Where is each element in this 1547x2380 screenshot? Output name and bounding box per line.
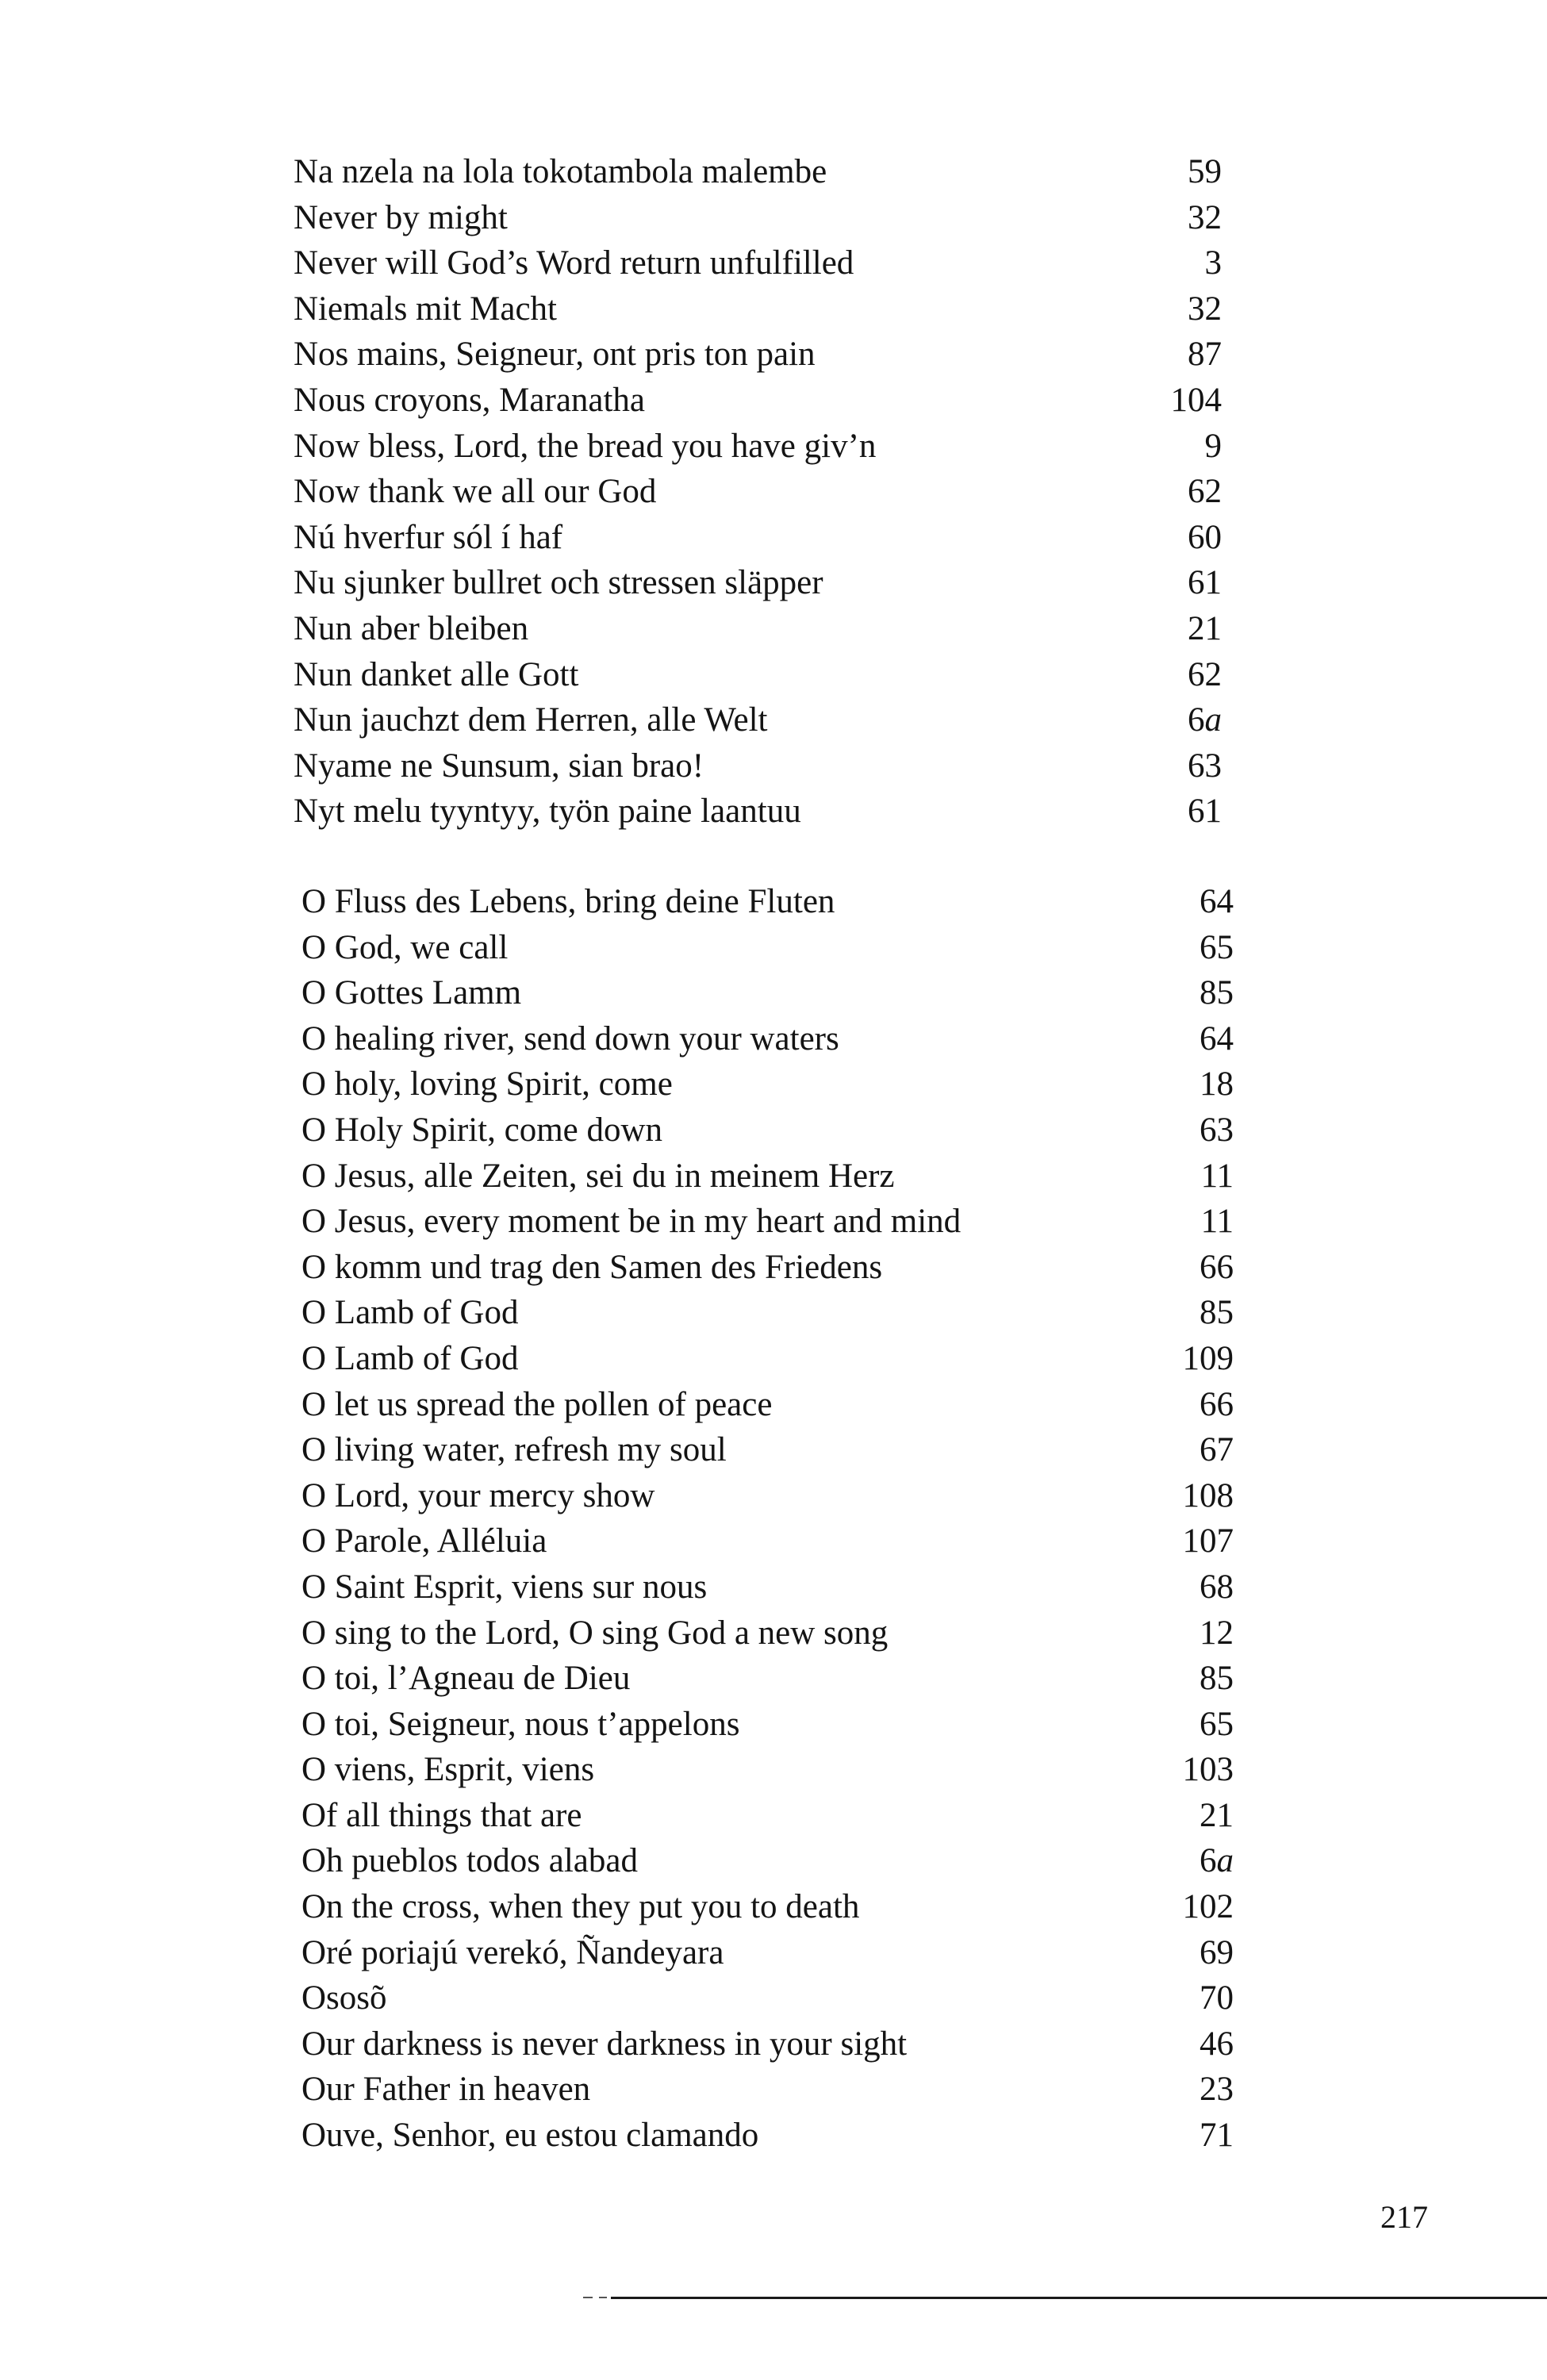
entry-number: [1138, 1747, 1234, 1793]
entry-title: Nu sjunker bullret och stressen släpper: [294, 564, 823, 602]
entry-number: [1138, 1702, 1234, 1748]
entry-number: [1138, 1016, 1234, 1062]
entry-number: [1138, 879, 1234, 925]
entry-number-value: 62: [1188, 655, 1222, 693]
index-entry: [301, 1702, 1234, 1748]
entry-number: [1087, 424, 1222, 470]
entry-number: [1087, 149, 1222, 195]
entry-title: O living water, refresh my soul: [301, 1431, 727, 1469]
entry-number-value: 109: [1182, 1339, 1234, 1377]
entry-title: O komm und trag den Samen des Friedens: [301, 1248, 883, 1286]
index-entry: [294, 469, 1222, 515]
index-entry: [301, 1154, 1234, 1200]
entry-number: [1138, 1610, 1234, 1656]
entry-title: O holy, loving Spirit, come: [301, 1065, 673, 1104]
index-entry: [301, 1427, 1234, 1473]
entry-number: [1138, 2021, 1234, 2067]
entry-title: Nous croyons, Maranatha: [294, 381, 646, 419]
index-entry: [294, 560, 1222, 606]
entry-number: [1138, 1061, 1234, 1107]
entry-number-value: 103: [1182, 1751, 1234, 1789]
entry-title: O Parole, Alléluia: [301, 1522, 547, 1560]
entry-number: [1138, 1564, 1234, 1610]
entry-number-value: 46: [1200, 2025, 1234, 2063]
entry-number: [1087, 332, 1222, 378]
index-entry: [294, 149, 1222, 195]
index-entry: [294, 697, 1222, 743]
index-entry: [294, 424, 1222, 470]
index-entry: [294, 378, 1222, 424]
entry-title: O healing river, send down your waters: [301, 1019, 839, 1058]
index-entry: [301, 1382, 1234, 1428]
entry-number-value: 102: [1182, 1888, 1234, 1926]
entry-title: Nyame ne Sunsum, sian brao!: [294, 747, 704, 785]
entry-number: [1138, 1107, 1234, 1154]
index-entry: [301, 1610, 1234, 1656]
entry-number-value: 59: [1188, 153, 1222, 190]
entry-number-value: 6: [1188, 701, 1205, 739]
entry-title: Now thank we all our God: [294, 473, 657, 511]
index-entry: [301, 1107, 1234, 1154]
entry-number-value: 64: [1200, 883, 1234, 920]
entry-number: [1138, 1838, 1234, 1884]
entry-title: Ososõ: [301, 1979, 387, 2017]
entry-number-value: 67: [1200, 1431, 1234, 1469]
entry-number-suffix: a: [1216, 1842, 1234, 1880]
entry-number-value: 85: [1200, 1294, 1234, 1332]
entry-number-value: 63: [1188, 747, 1222, 785]
entry-number-value: 107: [1182, 1522, 1234, 1560]
entry-number: [1087, 515, 1222, 561]
entry-title: Nú hverfur sól í haf: [294, 518, 563, 556]
entry-number-value: 6: [1200, 1842, 1217, 1880]
index-entry: [294, 332, 1222, 378]
entry-number: [1138, 1473, 1234, 1519]
entry-title: Nun jauchzt dem Herren, alle Welt: [294, 701, 768, 739]
entry-number-value: 66: [1200, 1248, 1234, 1286]
entry-number: [1138, 1884, 1234, 1930]
entry-number-value: 60: [1188, 518, 1222, 556]
index-entry: [301, 1061, 1234, 1107]
entry-title: Nun aber bleiben: [294, 609, 529, 647]
index-entry: [301, 1290, 1234, 1336]
entry-number: [1138, 1382, 1234, 1428]
entry-number-value: 23: [1200, 2071, 1234, 2109]
index-section-n: [294, 149, 1246, 835]
entry-title: Never by might: [294, 198, 508, 236]
entry-title: O let us spread the pollen of peace: [301, 1385, 773, 1423]
entry-number-value: 70: [1200, 1979, 1234, 2017]
page-number: 217: [1380, 2199, 1428, 2235]
entry-number: [1087, 743, 1222, 789]
entry-number: [1087, 378, 1222, 424]
entry-number-value: 85: [1200, 1660, 1234, 1698]
entry-number-value: 3: [1204, 244, 1222, 282]
entry-number-value: 32: [1188, 290, 1222, 328]
entry-number-value: 65: [1200, 928, 1234, 966]
entry-number: [1138, 1930, 1234, 1976]
entry-number-value: 69: [1200, 1933, 1234, 1971]
index-section-o: [301, 879, 1253, 2159]
index-entry: [301, 925, 1234, 971]
entry-number-value: 104: [1170, 381, 1222, 419]
entry-number-value: 21: [1188, 609, 1222, 647]
entry-title: O Gottes Lamm: [301, 974, 522, 1012]
entry-title: Oh pueblos todos alabad: [301, 1842, 638, 1880]
index-entry: [301, 1884, 1234, 1930]
entry-title: O toi, l’Agneau de Dieu: [301, 1660, 631, 1698]
entry-number: [1138, 1336, 1234, 1382]
index-entry: [301, 1518, 1234, 1564]
entry-number-value: 11: [1200, 1203, 1234, 1241]
entry-title: Of all things that are: [301, 1796, 582, 1834]
index-entry: [294, 743, 1222, 789]
index-entry: [294, 515, 1222, 561]
index-entry: [301, 879, 1234, 925]
entry-number: [1087, 240, 1222, 286]
entry-number: [1138, 970, 1234, 1016]
entry-number: [1138, 2067, 1234, 2113]
entry-number-value: 65: [1200, 1705, 1234, 1743]
entry-title: O Lamb of God: [301, 1294, 519, 1332]
index-entry: [301, 1016, 1234, 1062]
entry-number-value: 87: [1188, 336, 1222, 374]
entry-title: O Holy Spirit, come down: [301, 1111, 663, 1149]
entry-number: [1138, 1427, 1234, 1473]
entry-number-value: 61: [1188, 793, 1222, 831]
index-entry: [301, 1473, 1234, 1519]
entry-number: [1138, 1199, 1234, 1245]
entry-title: O viens, Esprit, viens: [301, 1751, 595, 1789]
entry-number-value: 66: [1200, 1385, 1234, 1423]
index-entry: [301, 1747, 1234, 1793]
entry-title: O Fluss des Lebens, bring deine Fluten: [301, 883, 835, 920]
index-entry: [294, 240, 1222, 286]
entry-number: [1138, 1518, 1234, 1564]
entry-title: Nos mains, Seigneur, ont pris ton pain: [294, 336, 816, 374]
entry-number-value: 11: [1200, 1157, 1234, 1195]
index-entry: [301, 1975, 1234, 2021]
entry-title: Nyt melu tyyntyy, työn paine laantuu: [294, 793, 801, 831]
entry-title: Nun danket alle Gott: [294, 655, 579, 693]
entry-number-value: 61: [1188, 564, 1222, 602]
entry-number-value: 18: [1200, 1065, 1234, 1104]
index-entry: [301, 1564, 1234, 1610]
footer-dash: [583, 2297, 593, 2298]
entry-number: [1087, 789, 1222, 835]
footer-rule: [611, 2297, 1547, 2299]
entry-number: [1087, 652, 1222, 698]
entry-title: O Lord, your mercy show: [301, 1476, 655, 1514]
entry-number: [1087, 195, 1222, 241]
entry-number: [1138, 925, 1234, 971]
entry-title: Never will God’s Word return unfulfilled: [294, 244, 854, 282]
entry-title: O God, we call: [301, 928, 509, 966]
entry-number-value: 108: [1182, 1476, 1234, 1514]
footer-dash: [599, 2297, 607, 2298]
entry-title: O toi, Seigneur, nous t’appelons: [301, 1705, 740, 1743]
entry-title: O Saint Esprit, viens sur nous: [301, 1568, 708, 1606]
entry-title: Oré poriajú verekó, Ñandeyara: [301, 1933, 724, 1971]
index-entry: [301, 1793, 1234, 1839]
entry-title: Our darkness is never darkness in your sight: [301, 2025, 908, 2063]
entry-title: O Jesus, every moment be in my heart and mind: [301, 1203, 962, 1241]
entry-title: Ouve, Senhor, eu estou clamando: [301, 2117, 759, 2155]
entry-title: O sing to the Lord, O sing God a new song: [301, 1614, 889, 1652]
index-entry: [301, 2067, 1234, 2113]
entry-number-suffix: a: [1204, 701, 1222, 739]
entry-number: [1087, 286, 1222, 332]
entry-number-value: 62: [1188, 473, 1222, 511]
index-entry: [301, 1245, 1234, 1291]
entry-number: [1138, 1975, 1234, 2021]
entry-number-value: 71: [1200, 2117, 1234, 2155]
index-entry: [301, 2113, 1234, 2159]
entry-number-value: 21: [1200, 1796, 1234, 1834]
index-entry: [301, 1930, 1234, 1976]
entry-number-value: 85: [1200, 974, 1234, 1012]
entry-title: O Lamb of God: [301, 1339, 519, 1377]
entry-number-value: 63: [1200, 1111, 1234, 1149]
index-entry: [301, 970, 1234, 1016]
index-entry: [301, 1199, 1234, 1245]
entry-title: Na nzela na lola tokotambola malembe: [294, 153, 827, 190]
entry-number: [1138, 1656, 1234, 1702]
index-entry: [301, 1838, 1234, 1884]
entry-number-value: 12: [1200, 1614, 1234, 1652]
index-entry: [301, 1656, 1234, 1702]
entry-number: [1087, 606, 1222, 652]
entry-number-value: 32: [1188, 198, 1222, 236]
entry-number: [1087, 560, 1222, 606]
entry-title: On the cross, when they put you to death: [301, 1888, 860, 1926]
index-entry: [294, 606, 1222, 652]
index-entry: [294, 652, 1222, 698]
index-entry: [294, 286, 1222, 332]
index-entry: [301, 2021, 1234, 2067]
entry-title: Our Father in heaven: [301, 2071, 591, 2109]
entry-number: [1087, 697, 1222, 743]
entry-number: [1138, 1793, 1234, 1839]
entry-number: [1138, 1154, 1234, 1200]
entry-title: Niemals mit Macht: [294, 290, 557, 328]
entry-number: [1138, 1290, 1234, 1336]
index-entry: [294, 789, 1222, 835]
index-entry: [294, 195, 1222, 241]
entry-title: Now bless, Lord, the bread you have giv’n: [294, 427, 877, 465]
entry-number: [1138, 2113, 1234, 2159]
index-entry: [301, 1336, 1234, 1382]
entry-number-value: 68: [1200, 1568, 1234, 1606]
entry-number: [1087, 469, 1222, 515]
entry-number-value: 64: [1200, 1019, 1234, 1058]
entry-number: [1138, 1245, 1234, 1291]
entry-number-value: 9: [1204, 427, 1222, 465]
entry-title: O Jesus, alle Zeiten, sei du in meinem Herz: [301, 1157, 895, 1195]
